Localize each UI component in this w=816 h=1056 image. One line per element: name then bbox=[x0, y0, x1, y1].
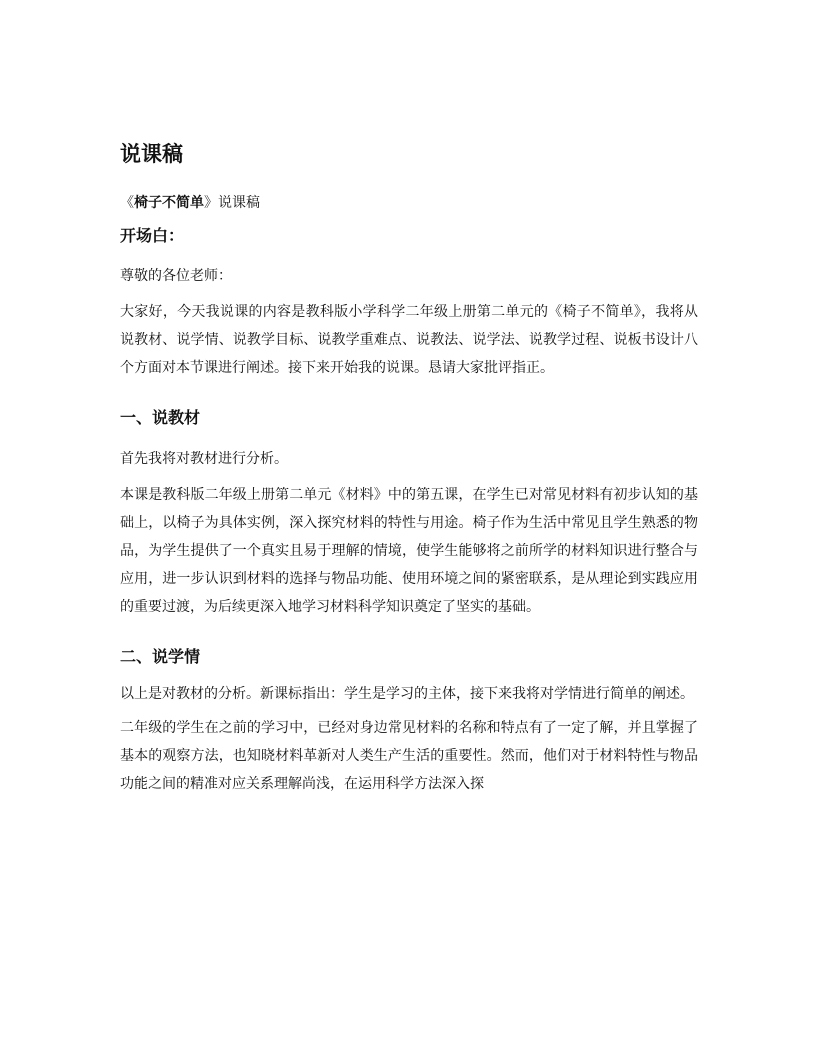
subtitle-suffix: 说课稿 bbox=[218, 195, 260, 211]
lesson-name: 椅子不简单 bbox=[134, 195, 204, 211]
section-textbook-paragraph: 本课是教科版二年级上册第二单元《材料》中的第五课，在学生已对常见材料有初步认知的基础上，以椅子为具体实例，深入探究材料的特性与用途。椅子作为生活中常见且学生熟悉的物品，为学生提供了一个真实且易于理解的情境，使学生能够将之前所学的材料知识进行整合与应用，进一步认识到材料的选择与物品功能、使用环境之间的紧密联系，是从理论到实践应用的重要过渡，为后续更深入地学习材料科学知识奠定了坚实的基础。 bbox=[120, 487, 698, 615]
opening-body: 大家好，今天我说课的内容是教科版小学科学二年级上册第二单元的《椅子不简单》，我将从说教材、说学情、说教学目标、说教学重难点、说教法、说学法、说教学过程、说板书设计八个方面对本节课进行阐述。接下来开始我的说课。恳请大家批评指正。 bbox=[120, 304, 698, 376]
section-students-paragraph: 二年级的学生在之前的学习中，已经对身边常见材料的名称和特点有了一定了解，并且掌握了基本的观察方法，也知晓材料革新对人类生产生活的重要性。然而，他们对于材料特性与物品功能之间的精准对应关系理解尚浅，在运用科学方法深入探 bbox=[120, 720, 698, 792]
subtitle-open-bracket: 《 bbox=[120, 195, 134, 211]
document-title: 说课稿 bbox=[120, 142, 183, 166]
section-students-paragraph: 以上是对教材的分析。新课标指出：学生是学习的主体，接下来我将对学情进行简单的阐述。 bbox=[120, 686, 694, 702]
lesson-subtitle bbox=[120, 192, 698, 214]
subtitle-close-bracket: 》 bbox=[204, 195, 218, 211]
section-heading-students: 二、说学情 bbox=[120, 647, 201, 666]
section-textbook-paragraph: 首先我将对教材进行分析。 bbox=[120, 451, 288, 467]
document-page bbox=[120, 138, 698, 806]
opening-greeting: 尊敬的各位老师： bbox=[120, 268, 232, 284]
opening-heading: 开场白： bbox=[120, 226, 185, 245]
section-heading-textbook: 一、说教材 bbox=[120, 408, 201, 427]
